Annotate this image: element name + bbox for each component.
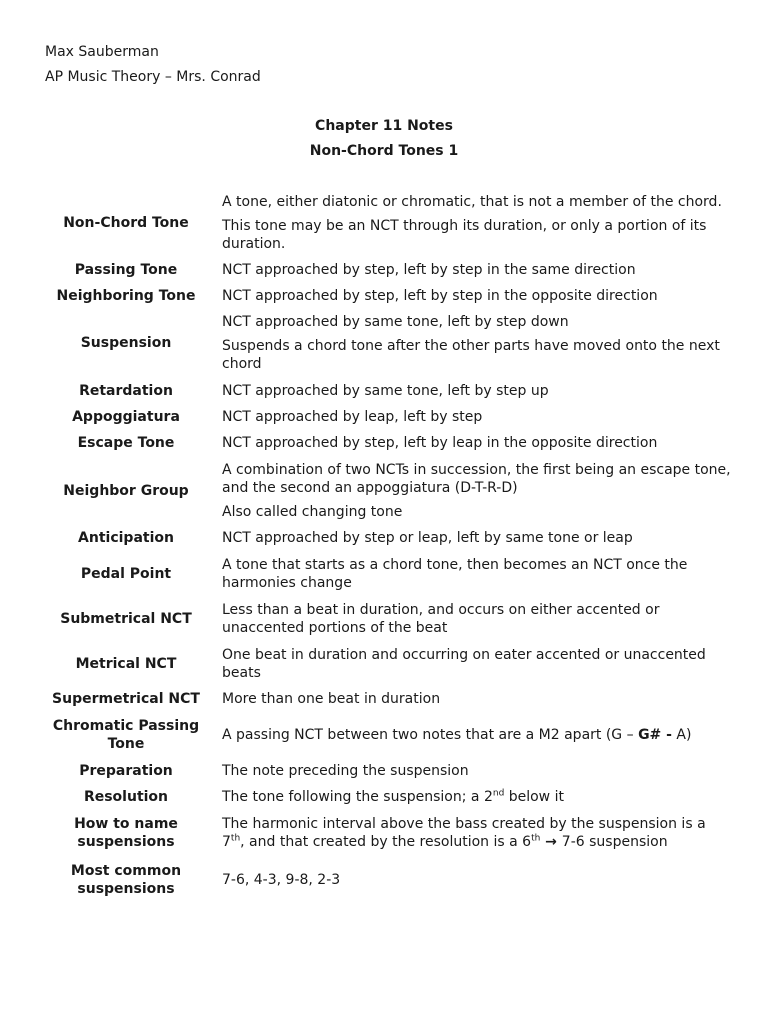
term-definitions — [222, 408, 732, 426]
term-definitions — [222, 382, 732, 400]
definition-text-part: The harmonic interval above the bass created by the suspension is a 7 — [222, 816, 706, 850]
definition-text: NCT approached by step, left by leap in the opposite direction — [222, 435, 658, 451]
term-row — [45, 762, 725, 780]
definition-text: A tone, either diatonic or chromatic, that is not a member of the chord. — [222, 194, 722, 210]
definition-bold-note: G# - — [638, 727, 672, 743]
term-label: Metrical NCT — [75, 656, 177, 672]
definition-text-part: The tone following the suspension; a 2 — [222, 789, 493, 805]
term-row — [45, 717, 725, 753]
definition-text: Suspends a chord tone after the other parts have moved onto the next chord — [222, 338, 720, 372]
term-definitions — [222, 193, 732, 253]
term-definitions — [222, 313, 732, 373]
term-row — [45, 193, 725, 253]
section-subtitle: Non-Chord Tones 1 — [309, 143, 459, 159]
definition-text-part: A) — [671, 727, 692, 743]
course-name: AP Music Theory – Mrs. Conrad — [45, 69, 261, 85]
right-arrow-icon: → — [540, 834, 562, 850]
definition-text: NCT approached by same tone, left by step up — [222, 383, 549, 399]
term-label: Retardation — [79, 383, 173, 399]
term-definitions — [222, 556, 732, 592]
term-row — [45, 382, 725, 400]
term-label: Neighbor Group — [63, 483, 189, 499]
term-definitions — [222, 815, 732, 851]
term-label: Supermetrical NCT — [52, 691, 200, 707]
definition-text: NCT approached by same tone, left by step down — [222, 314, 569, 330]
term-row — [45, 313, 725, 373]
definition-text-part: A passing NCT between two notes that are a M2 apart (G – — [222, 727, 639, 743]
ordinal-suffix: th — [230, 833, 241, 844]
definition-text-part: , and that created by the resolution is a 6 — [240, 834, 532, 850]
ordinal-suffix: th — [531, 833, 541, 844]
term-label: Preparation — [79, 763, 173, 779]
term-definitions — [222, 287, 732, 305]
term-definitions — [222, 461, 732, 521]
term-row — [45, 261, 725, 279]
term-row — [45, 788, 725, 806]
term-row — [45, 434, 725, 452]
term-row — [45, 601, 725, 637]
term-label: Non-Chord Tone — [63, 215, 189, 231]
term-label: Most common suspensions — [70, 863, 182, 897]
term-row — [45, 287, 725, 305]
term-definitions — [222, 762, 732, 780]
term-definitions — [222, 261, 732, 279]
term-label: Submetrical NCT — [60, 611, 192, 627]
term-row — [45, 556, 725, 592]
term-definitions — [222, 434, 732, 452]
definition-text — [222, 815, 732, 851]
term-definitions — [222, 646, 732, 682]
ordinal-suffix: nd — [492, 788, 505, 799]
term-definitions — [222, 871, 732, 889]
definition-text: A tone that starts as a chord tone, then becomes an NCT once the harmonies change — [222, 557, 688, 591]
definition-text — [222, 726, 732, 744]
term-definitions — [222, 788, 732, 806]
term-row — [45, 862, 725, 898]
term-definitions — [222, 601, 732, 637]
term-row — [45, 690, 725, 708]
term-definitions — [222, 690, 732, 708]
term-label: How to name suspensions — [74, 816, 178, 850]
term-row — [45, 646, 725, 682]
term-row — [45, 529, 725, 547]
term-label: Escape Tone — [77, 435, 175, 451]
definition-text — [222, 788, 732, 806]
definition-text: The note preceding the suspension — [222, 763, 469, 779]
term-row — [45, 408, 725, 426]
definition-text-part: 7-6 suspension — [561, 834, 668, 850]
definition-text: A combination of two NCTs in succession, the first being an escape tone, and the second an appoggiatura (D-T-R-D) — [222, 462, 731, 496]
definition-text: NCT approached by step, left by step in the same direction — [222, 262, 636, 278]
term-label: Resolution — [83, 789, 169, 805]
term-label: Pedal Point — [80, 566, 172, 582]
definition-text: NCT approached by leap, left by step — [222, 409, 483, 425]
definition-text: NCT approached by step or leap, left by same tone or leap — [222, 530, 633, 546]
definition-text-part: below it — [504, 789, 564, 805]
term-row — [45, 461, 731, 521]
chapter-title: Chapter 11 Notes — [315, 118, 453, 134]
term-label: Passing Tone — [74, 262, 178, 278]
definition-text: One beat in duration and occurring on eater accented or unaccented beats — [222, 647, 706, 681]
author-name: Max Sauberman — [45, 44, 159, 60]
definition-text: This tone may be an NCT through its duration, or only a portion of its duration. — [222, 218, 707, 252]
term-row — [45, 815, 725, 851]
term-label: Chromatic Passing Tone — [52, 718, 200, 752]
definition-text: Less than a beat in duration, and occurs on either accented or unaccented portions of the beat — [222, 602, 660, 636]
term-label: Suspension — [80, 335, 172, 351]
definition-text: More than one beat in duration — [222, 691, 441, 707]
term-label: Neighboring Tone — [56, 288, 196, 304]
definition-text: NCT approached by step, left by step in the opposite direction — [222, 288, 658, 304]
term-label: Appoggiatura — [72, 409, 180, 425]
definition-text: 7-6, 4-3, 9-8, 2-3 — [222, 872, 341, 888]
term-definitions — [222, 726, 732, 744]
definition-text: Also called changing tone — [222, 504, 403, 520]
term-definitions — [222, 529, 732, 547]
term-label: Anticipation — [78, 530, 174, 546]
